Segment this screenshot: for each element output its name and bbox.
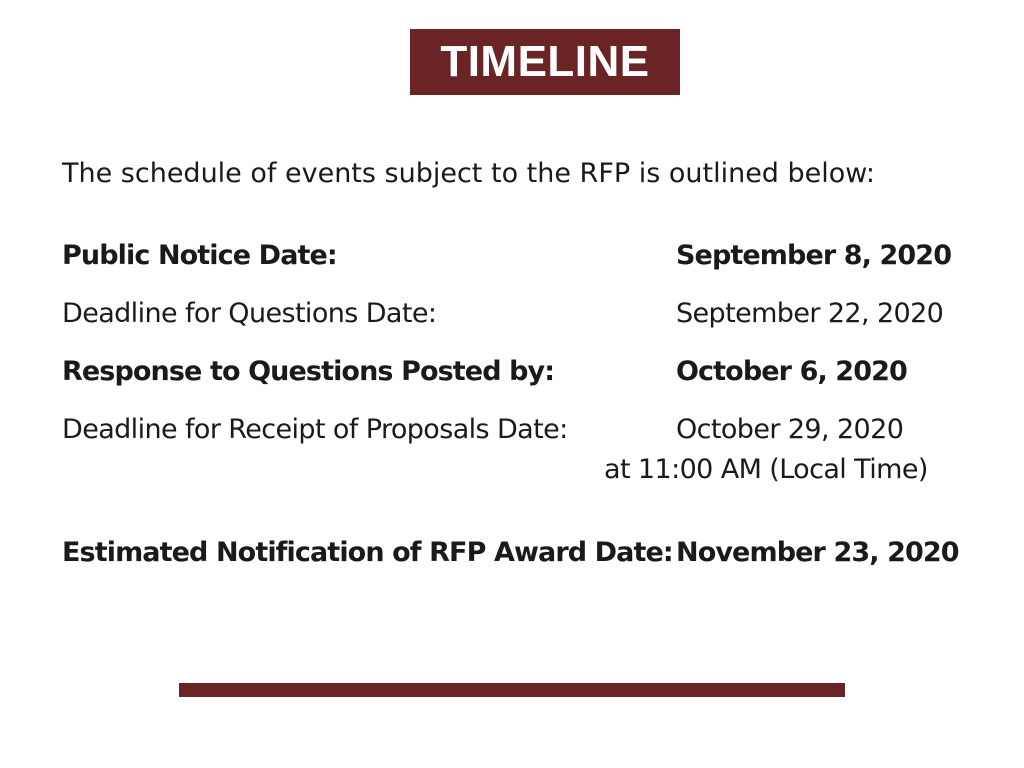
event-date: September 22, 2020 [676, 298, 944, 329]
title-banner [410, 29, 680, 95]
event-date: November 23, 2020 [676, 537, 959, 568]
event-label: Estimated Notification of RFP Award Date: [62, 537, 673, 568]
decorative-divider [179, 683, 845, 697]
event-row-award-notification [62, 537, 982, 577]
event-label: Response to Questions Posted by: [62, 356, 555, 387]
event-label: Deadline for Receipt of Proposals Date: [62, 414, 568, 445]
event-label: Deadline for Questions Date: [62, 298, 437, 329]
event-row-response-posted [62, 356, 982, 396]
event-date: September 8, 2020 [676, 240, 952, 271]
event-row-questions-deadline [62, 298, 982, 338]
event-row-proposals-deadline [62, 414, 982, 454]
event-date: October 6, 2020 [676, 356, 907, 387]
event-date: October 29, 2020 [676, 414, 904, 445]
event-time-note: at 11:00 AM (Local Time) [604, 454, 928, 485]
event-row-public-notice [62, 240, 982, 280]
intro-text: The schedule of events subject to the RFP is outlined below: [62, 158, 876, 189]
slide-title: TIMELINE [440, 37, 650, 86]
event-label: Public Notice Date: [62, 240, 337, 271]
